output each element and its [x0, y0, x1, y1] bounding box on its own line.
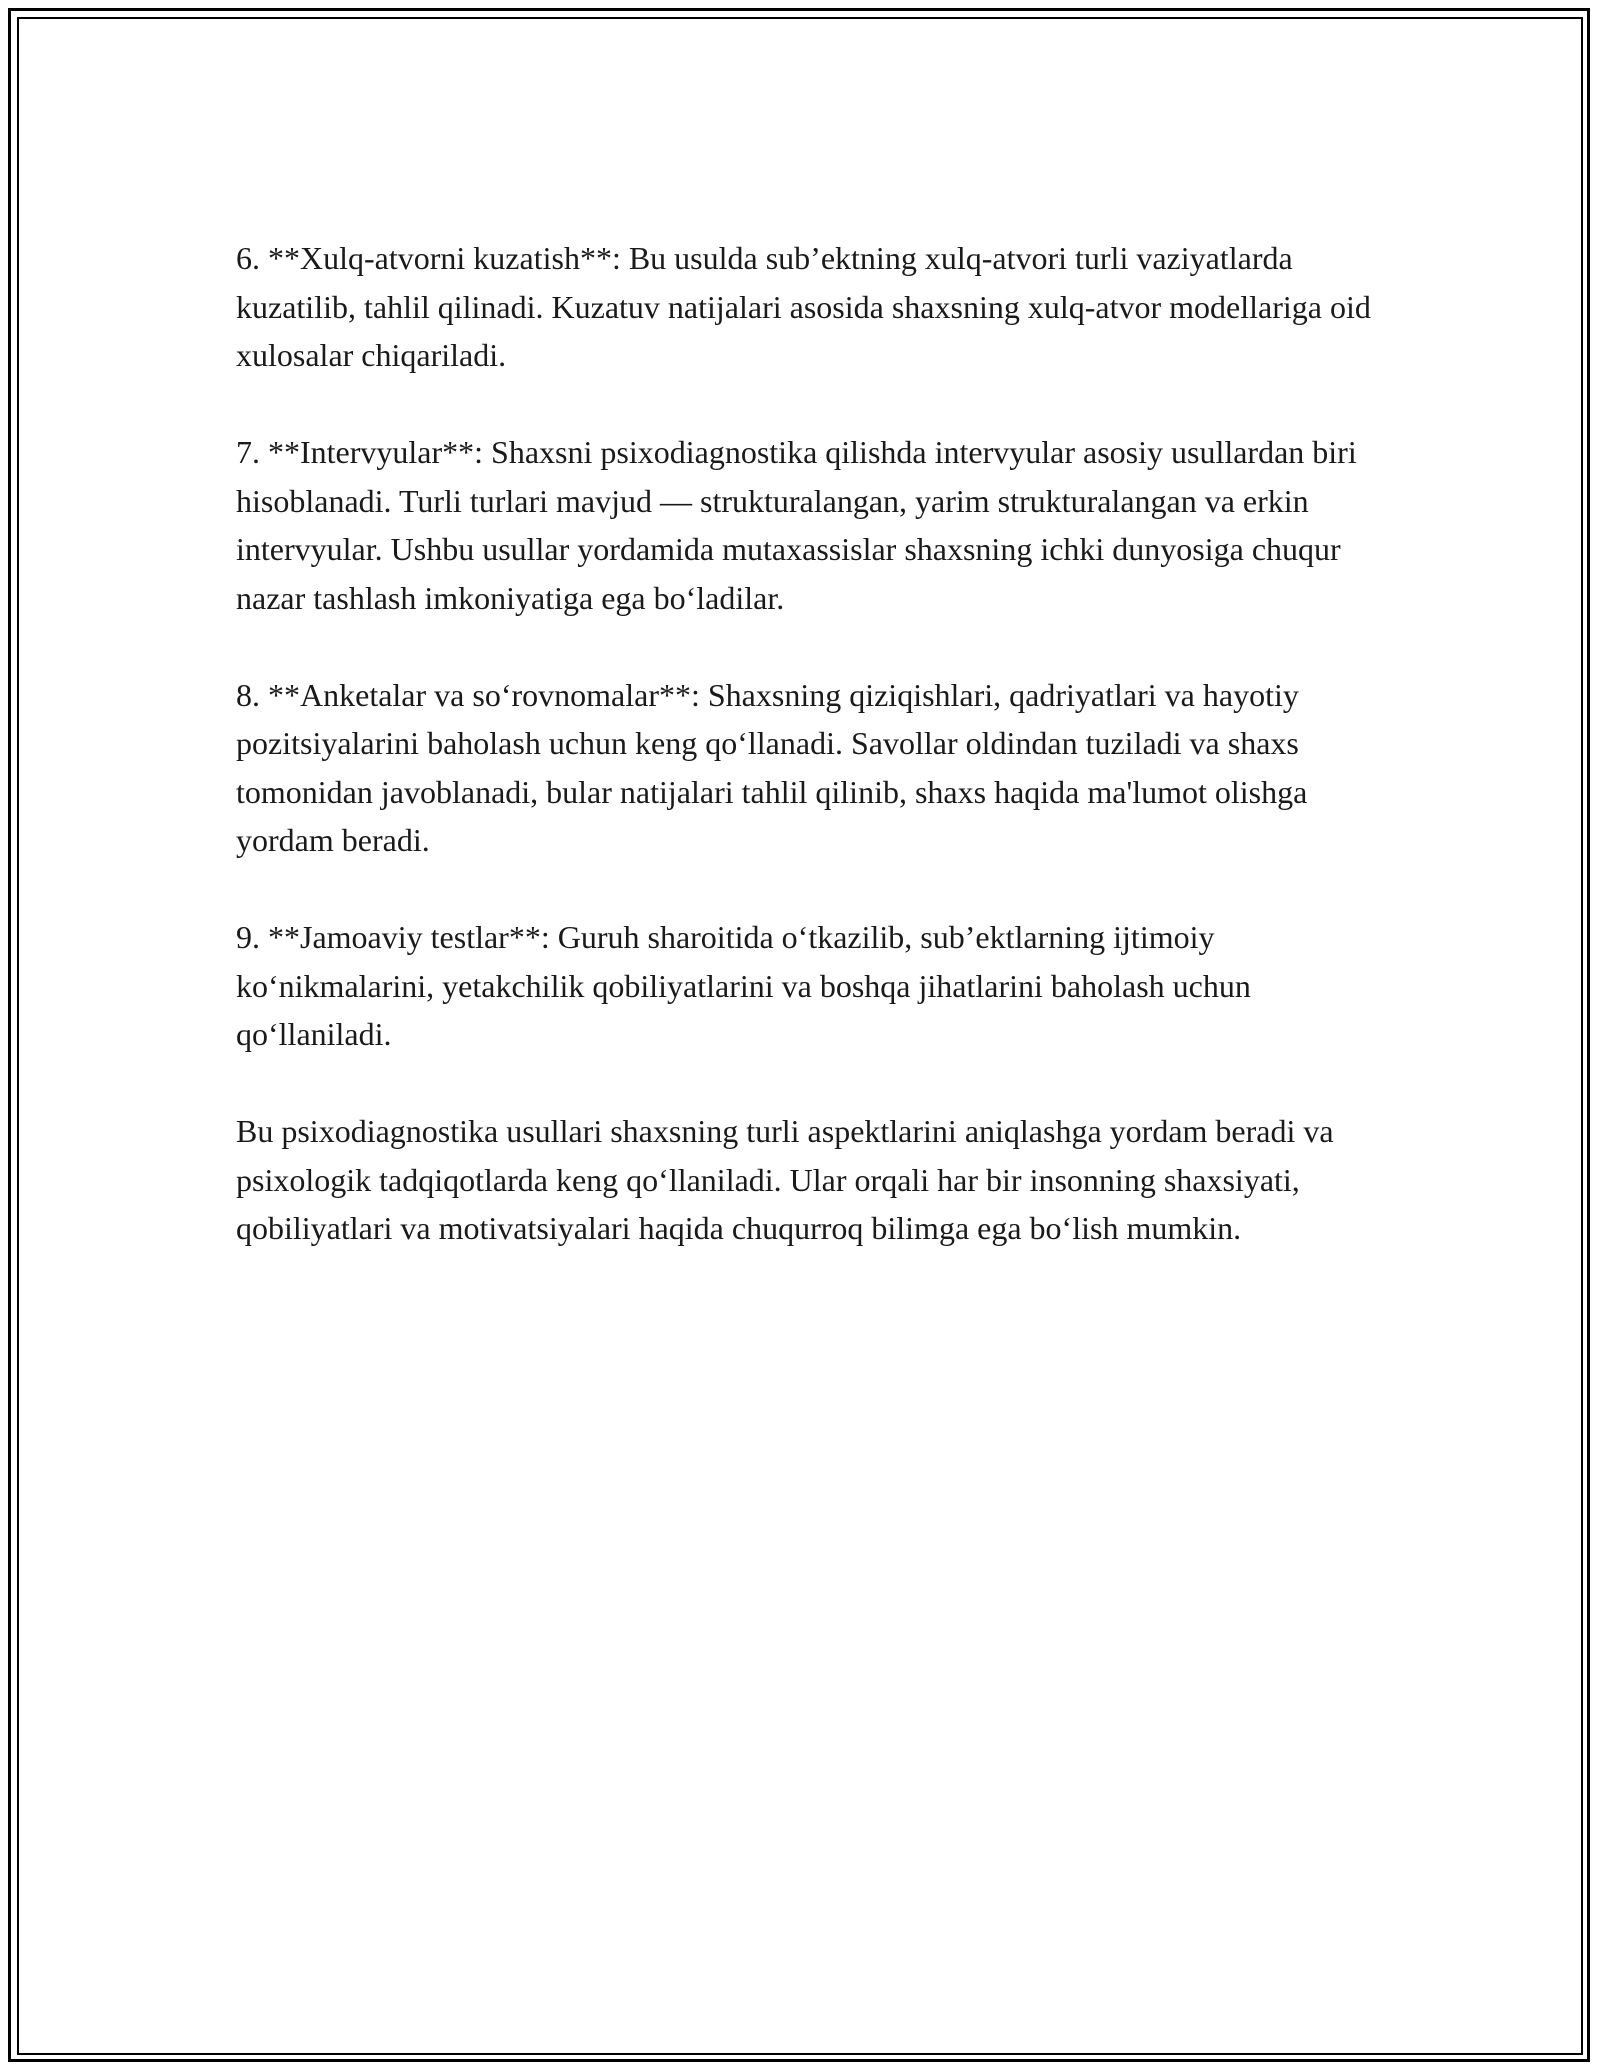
- paragraph-conclusion: Bu psixodiagnostika usullari shaxsning turli aspektlarini aniqlashga yordam beradi va psixologik tadqiqotlarda keng qo‘llaniladi. Ular orqali har bir insonning shaxsiyati, qobiliyatlari va motivatsiyalari haqida chuqurroq bilimga ega bo‘lish mumkin.: [236, 1113, 1334, 1246]
- document-body: [236, 234, 1376, 1301]
- paragraph-group-tests: 9. **Jamoaviy testlar**: Guruh sharoitida o‘tkazilib, sub’ektlarning ijtimoiy ko‘nikmalarini, yetakchilik qobiliyatlarini va boshqa jihatlarini baholash uchun qo‘llaniladi.: [236, 919, 1251, 1052]
- paragraph-behavior-observation: 6. **Xulq-atvorni kuzatish**: Bu usulda sub’ektning xulq-atvori turli vaziyatlarda kuzatilib, tahlil qilinadi. Kuzatuv natijalari asosida shaxsning xulq-atvor modellariga oid xulosalar chiqariladi.: [236, 240, 1371, 373]
- paragraph-questionnaires: 8. **Anketalar va so‘rovnomalar**: Shaxsning qiziqishlari, qadriyatlari va hayotiy pozitsiyalarini baholash uchun keng qo‘llanadi. Savollar oldindan tuziladi va shaxs tomonidan javoblanadi, bular natijalari tahlil qilinib, shaxs haqida ma'lumot olishga yordam beradi.: [236, 676, 1308, 858]
- paragraph-interviews: 7. **Intervyular**: Shaxsni psixodiagnostika qilishda intervyular asosiy usullardan biri hisoblanadi. Turli turlari mavjud — strukturalangan, yarim strukturalangan va erkin intervyular. Ushbu usullar yordamida mutaxassislar shaxsning ichki dunyosiga chuqur nazar tashlash imkoniyatiga ega bo‘ladilar.: [236, 434, 1357, 616]
